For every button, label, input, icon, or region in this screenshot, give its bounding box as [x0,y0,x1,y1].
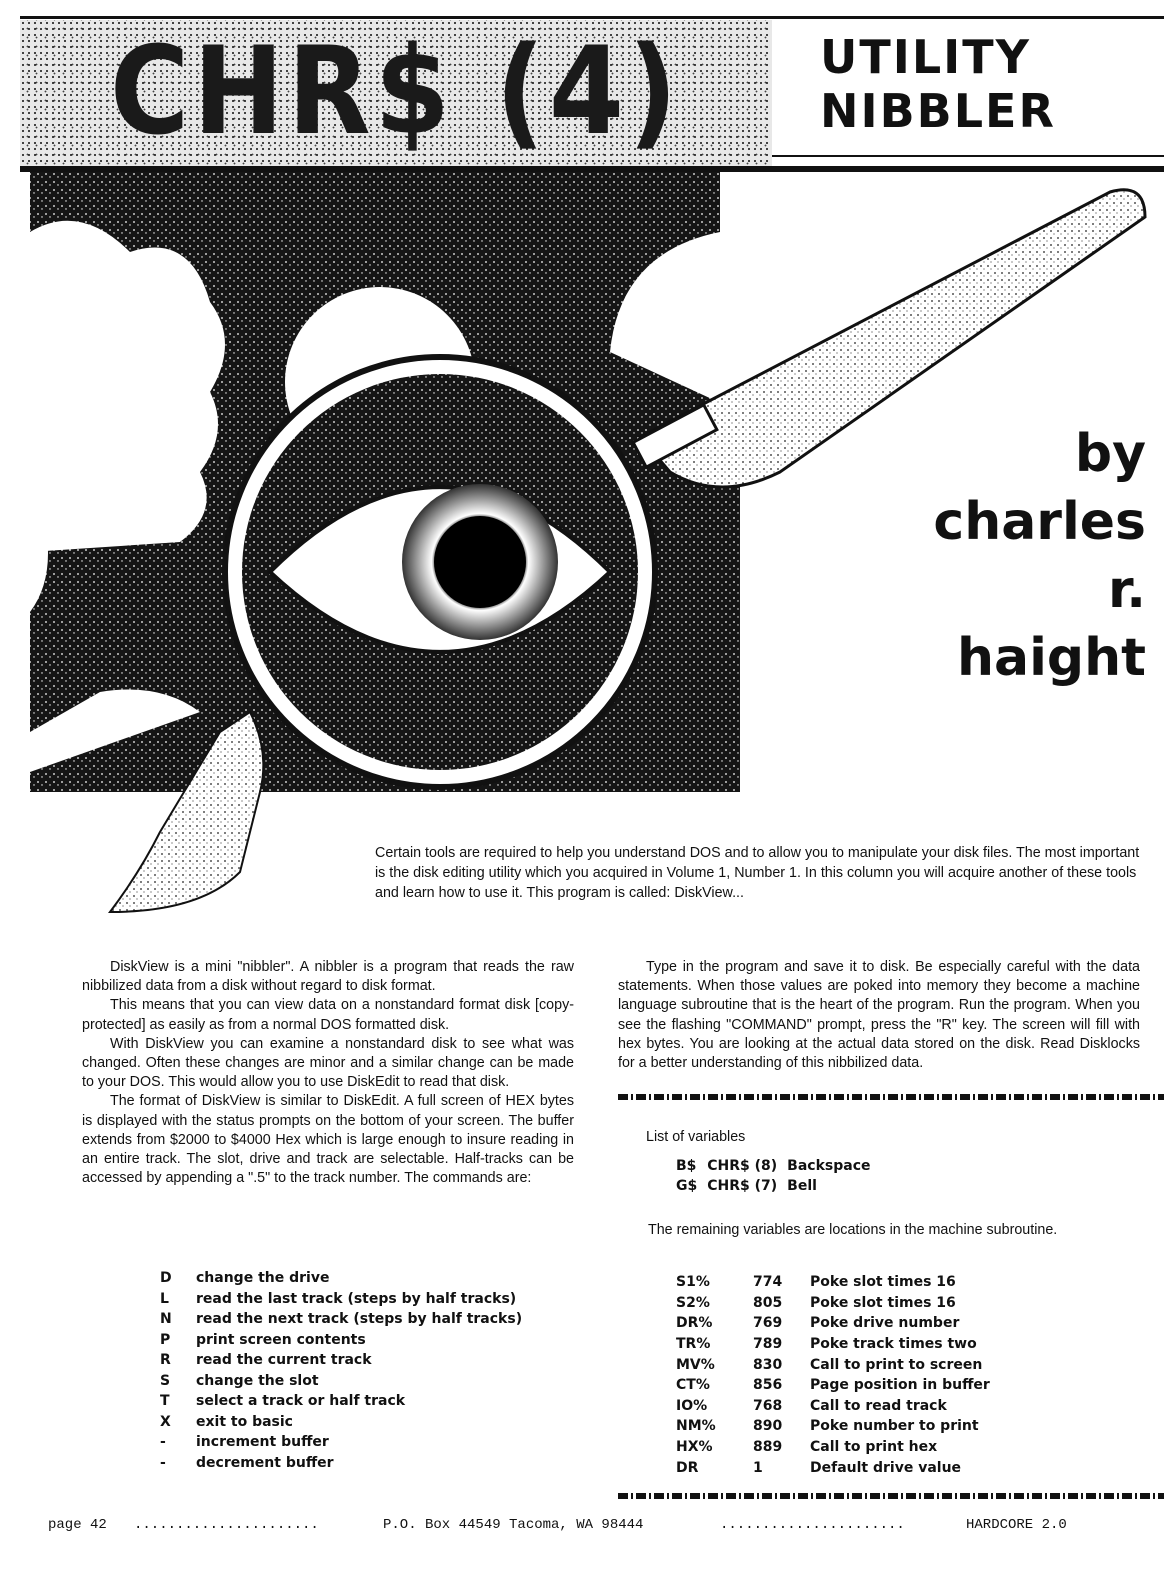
left-paragraph: With DiskView you can examine a nonstandard disk to see what was changed. Often these changes are minor and a similar change can be made to your DOS. This would allow you to use DiskEdit to read that disk. [82,1035,574,1091]
variable-value: 856 [753,1377,783,1394]
masthead-banner [20,20,772,172]
location-variables-table [676,1272,990,1478]
variable-name: G$ [676,1178,698,1194]
command-key: - [160,1454,166,1471]
variable-row [676,1156,881,1176]
section-divider [618,1493,1164,1499]
command-row [160,1391,522,1412]
variable-row [676,1457,990,1478]
variable-name: CT% [676,1377,710,1394]
command-desc: read the current track [196,1352,372,1369]
byline-by: by [1074,424,1146,484]
variable-row [676,1416,990,1437]
remaining-variables-text: The remaining variables are locations in the machine subroutine. [648,1222,1058,1238]
variable-value: 890 [753,1418,783,1435]
variable-name: DR% [676,1315,713,1332]
command-row [160,1289,522,1310]
page-number: page 42 [48,1517,107,1533]
intro-paragraph: Certain tools are required to help you understand DOS and to allow you to manipulate your disk files. The most important is the disk editing utility which you acquired in Volume 1, Number 1. In this column you will acquire another of these tools and learn how to use it. This program is called: DiskView... [375,845,1140,901]
variable-desc: Call to print hex [810,1439,938,1456]
variable-value: CHR$ (8) [707,1158,778,1174]
magazine-name: HARDCORE 2.0 [966,1517,1067,1533]
command-row [160,1309,522,1330]
command-row [160,1330,522,1351]
right-column [618,958,1140,1073]
command-row [160,1412,522,1433]
section-divider [618,1094,1164,1100]
variable-value: 1 [753,1459,763,1476]
command-desc: print screen contents [196,1331,366,1348]
left-column [82,958,574,1188]
author-byline [933,420,1146,692]
variable-row [676,1176,881,1196]
command-desc: decrement buffer [196,1454,334,1471]
command-row [160,1268,522,1289]
variable-value: CHR$ (7) [707,1178,778,1194]
variable-value: 789 [753,1336,783,1353]
variable-value: 805 [753,1294,783,1311]
command-desc: read the next track (steps by half tracks) [196,1311,523,1328]
variable-desc: Default drive value [810,1459,962,1476]
commands-table [160,1268,522,1473]
variable-name: B$ [676,1158,697,1174]
command-desc: exit to basic [196,1413,293,1430]
variable-row [676,1293,990,1314]
variable-desc: Call to read track [810,1397,947,1414]
variables-heading: List of variables [646,1129,746,1145]
footer-leader: ...................... [720,1517,905,1533]
subtitle-line-2: NIBBLER [820,84,1056,138]
footer-leader: ...................... [134,1517,319,1533]
variable-desc: Poke slot times 16 [810,1294,956,1311]
variable-value: 889 [753,1439,783,1456]
variable-row [676,1272,990,1293]
variable-row [676,1396,990,1417]
command-desc: increment buffer [196,1434,329,1451]
variable-value: 768 [753,1397,783,1414]
variable-name: TR% [676,1336,711,1353]
footer-address: P.O. Box 44549 Tacoma, WA 98444 [383,1517,644,1533]
variable-name: MV% [676,1356,715,1373]
variable-name: S2% [676,1294,710,1311]
command-desc: read the last track (steps by half tracks) [196,1290,517,1307]
top-rule [20,16,1164,19]
command-desc: select a track or half track [196,1393,406,1410]
left-cloud [30,221,225,552]
right-paragraph: Type in the program and save it to disk. Be especially careful with the data statements. When those values are poked into memory they become a machine language subroutine that is the heart of the program. Run the program. When you see the flashing "COMMAND" prompt, press the "R" key. The screen will fill with hex bytes. You are looking at the actual data stored on the disk. Read Disklocks for a better understanding of this nibbilized data. [618,959,1140,1072]
variable-value: 830 [753,1356,783,1373]
eye-pupil [434,516,526,608]
command-key: S [160,1372,171,1389]
command-key: D [160,1270,172,1287]
variable-row [676,1313,990,1334]
left-paragraph: The format of DiskView is similar to DiskEdit. A full screen of HEX bytes is displayed with the status prompts on the bottom of your screen. The buffer extends from $2000 to $4000 Hex which is large enough to insure reading in an entire track. The slot, drive and track are selectable. Half-tracks can be accessed by appending a ".5" to the track number. The commands are: [82,1093,574,1187]
variable-name: NM% [676,1418,716,1435]
variable-desc: Poke track times two [810,1336,977,1353]
variable-value: 774 [753,1274,783,1291]
variable-name: IO% [676,1397,708,1414]
masthead-title: CHR$ (4) [110,21,682,162]
left-paragraph: DiskView is a mini "nibbler". A nibbler is a program that reads the raw nibbilized data from a disk without regard to disk format. [82,959,574,995]
command-desc: change the slot [196,1372,319,1389]
variable-row [676,1334,990,1355]
subtitle-line-1: UTILITY [820,30,1031,84]
command-row [160,1371,522,1392]
variable-value: 769 [753,1315,783,1332]
command-key: T [160,1393,170,1410]
byline-initial: r. [1108,560,1146,620]
command-row [160,1432,522,1453]
command-desc: change the drive [196,1270,330,1287]
variable-desc: Page position in buffer [810,1377,990,1394]
variable-row [676,1437,990,1458]
column-subtitle [820,30,1056,138]
command-row [160,1350,522,1371]
variable-name: S1% [676,1274,710,1291]
variable-desc: Bell [787,1178,817,1194]
byline-first-name: charles [933,492,1146,552]
variable-row [676,1354,990,1375]
byline-last-name: haight [956,628,1146,688]
command-key: L [160,1290,169,1307]
variable-desc: Poke slot times 16 [810,1274,956,1291]
left-paragraph: This means that you can view data on a nonstandard format disk [copy-protected] as easily as from a normal DOS formatted disk. [82,997,574,1033]
variable-desc: Poke number to print [810,1418,979,1435]
command-key: X [160,1413,171,1430]
variable-desc: Poke drive number [810,1315,960,1332]
variable-name: HX% [676,1439,713,1456]
variable-desc: Call to print to screen [810,1356,983,1373]
command-key: - [160,1434,166,1451]
variable-name: DR [676,1459,699,1476]
variable-row [676,1375,990,1396]
string-variables-table [676,1156,881,1196]
subtitle-rule [772,155,1164,157]
command-key: R [160,1352,171,1369]
command-key: N [160,1311,172,1328]
command-key: P [160,1331,171,1348]
command-row [160,1453,522,1474]
variable-desc: Backspace [787,1158,871,1174]
